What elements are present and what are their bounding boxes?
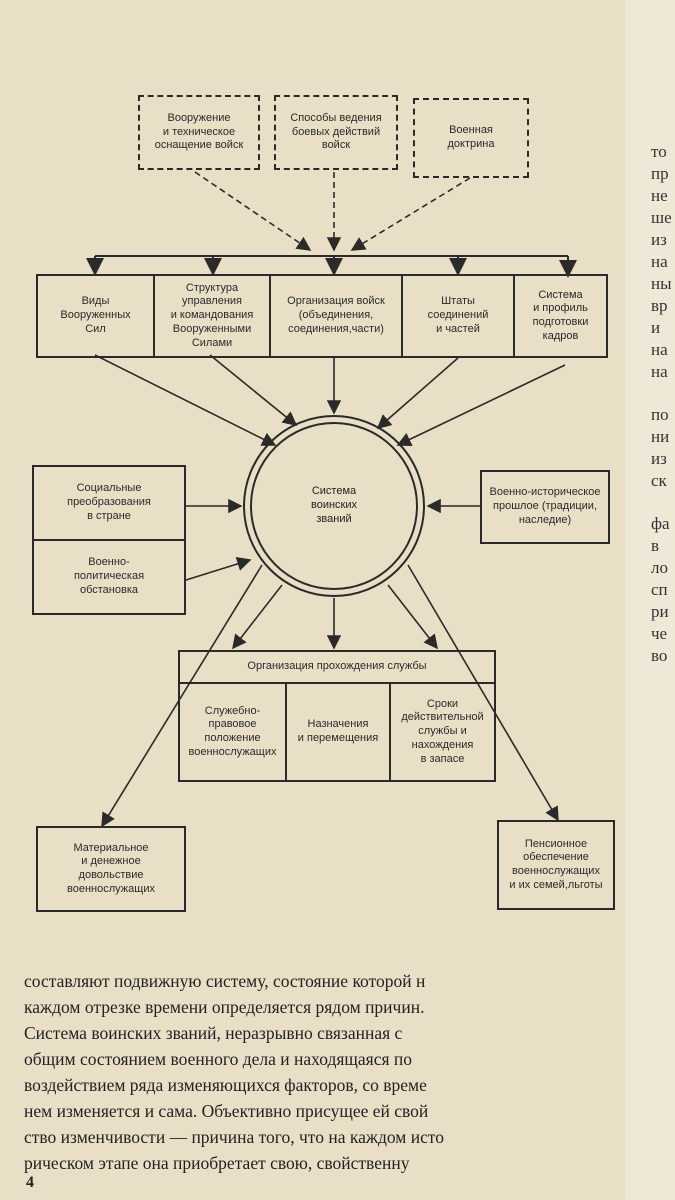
facing-fragment: пр (651, 164, 669, 183)
box-pension: Пенсионное обеспечение военнослужащих и их семей,льготы (497, 820, 615, 910)
cell-service-terms: Сроки действительной службы и нахождения в запасе (401, 697, 484, 765)
text-line: нем изменяется и сама. Объективно присущее ей свой (24, 1101, 429, 1121)
service-organization-box (178, 650, 496, 782)
facing-fragment: фа (651, 514, 670, 533)
facing-fragment: ск (651, 471, 667, 490)
text-line: составляют подвижную систему, состояние которой н (24, 971, 426, 991)
facing-fragment: из (651, 449, 667, 468)
facing-fragment: сп (651, 580, 668, 599)
box-social-transformations: Социальные преобразования в стране (34, 467, 184, 541)
center-circle-rank-system (243, 415, 425, 597)
box-material-allowance: Материальное и денежное довольствие военнослужащих (36, 826, 186, 912)
facing-fragment: и (651, 318, 661, 337)
text-line: общим состоянием военного дела и находящаяся по (24, 1049, 413, 1069)
facing-fragment: ни (651, 427, 670, 446)
box-military-history: Военно-историческое прошлое (традиции, наследие) (480, 470, 610, 544)
text-line: рическом этапе она приобретает свою, свойственну (24, 1153, 410, 1173)
facing-page-edge (625, 0, 675, 1200)
facing-fragment: во (651, 646, 668, 665)
cell-troop-organization: Организация войск (объединения, соединения,части) (271, 276, 403, 356)
text-line: ство изменчивости — причина того, что на каждом исто (24, 1127, 445, 1147)
body-text (24, 968, 624, 1176)
cell-appointments: Назначения и перемещения (287, 684, 391, 780)
facing-fragment: то (651, 142, 667, 161)
middle-row (36, 274, 608, 358)
facing-fragment: ри (651, 602, 669, 621)
text-line: Система воинских званий, неразрывно связанная с (24, 1023, 403, 1043)
service-title: Организация прохождения службы (180, 652, 494, 684)
center-label: Система воинских званий (250, 422, 418, 590)
cell-legal-status: Служебно- правовое положение военнослужащих (180, 684, 287, 780)
text-line: воздействием ряда изменяющихся факторов, со време (24, 1075, 427, 1095)
facing-fragment: ше (651, 208, 672, 227)
page-number: 4 (26, 1174, 34, 1191)
box-armament: Вооружение и техническое оснащение войск (138, 95, 260, 170)
facing-fragment: вр (651, 296, 668, 315)
facing-fragment: на (651, 340, 668, 359)
facing-fragment: на (651, 252, 668, 271)
facing-fragment: в (651, 536, 660, 555)
cell-training-system: Система и профиль подготовки кадров (532, 288, 589, 342)
facing-fragment: ло (651, 558, 668, 577)
cell-command-structure: Структура управления и командования Вооруженными Силами (155, 276, 271, 356)
facing-fragment: ны (651, 274, 672, 293)
cell-staffing: Штаты соединений и частей (403, 276, 515, 356)
box-combat-methods: Способы ведения боевых действий войск (274, 95, 398, 170)
facing-fragment: из (651, 230, 667, 249)
cell-armed-forces-types: Виды Вооруженных Сил (38, 276, 155, 356)
left-boxes (32, 465, 186, 615)
box-military-political-situation: Военно- политическая обстановка (73, 556, 145, 596)
box-military-doctrine: Военная доктрина (413, 98, 529, 178)
facing-fragment: не (651, 186, 668, 205)
facing-fragment: че (651, 624, 668, 643)
facing-fragment: по (651, 405, 669, 424)
text-line: каждом отрезке времени определяется рядом причин. (24, 997, 425, 1017)
facing-fragment: на (651, 362, 668, 381)
